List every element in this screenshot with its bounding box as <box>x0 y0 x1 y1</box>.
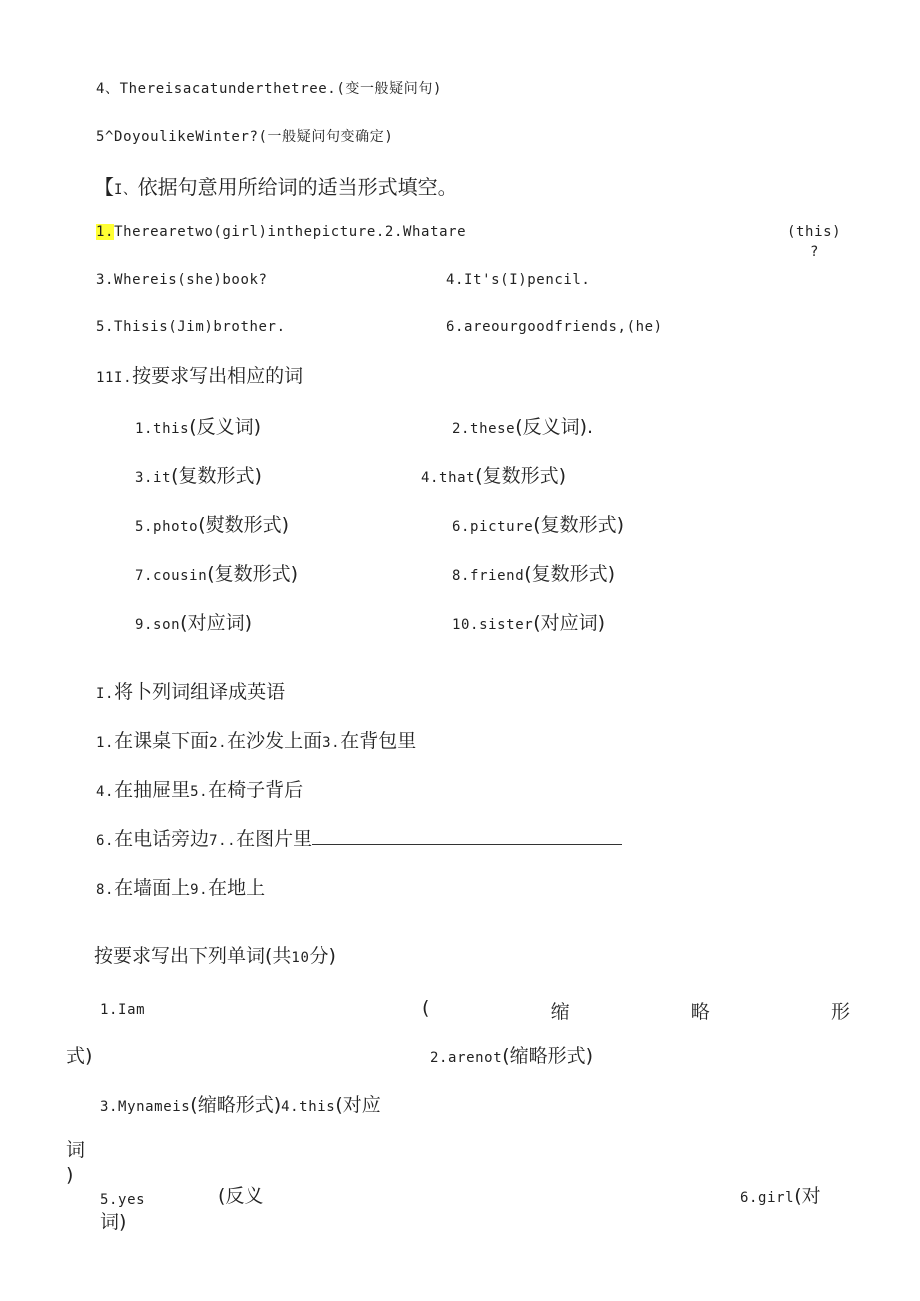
s2-item-4 <box>421 467 566 486</box>
s4-item6-en: 6.girl <box>740 1190 795 1206</box>
section4-title-a: 按要求写出下列单词(共 <box>94 945 292 967</box>
s3-num-8: 8. <box>96 882 115 898</box>
section1-bracket: 【 <box>94 175 114 199</box>
section1-title-text: 依据句意用所给词的适当形式填空。 <box>137 175 458 199</box>
s3-text-2: 在沙发上面 <box>227 730 323 752</box>
s3-line-4 <box>96 879 265 898</box>
s2-item-3-en: 3.it <box>135 470 172 486</box>
s2-item-3-zh: (复数形式) <box>171 465 262 487</box>
s4-item5-zh: (反义 <box>218 1185 264 1207</box>
s2-item-5 <box>135 516 289 535</box>
s2-item-10 <box>452 614 605 633</box>
s3-num-6: 6. <box>96 833 115 849</box>
s4-item1-en: 1.Iam <box>100 1002 146 1018</box>
section4-title-b: 分) <box>309 945 336 967</box>
s4-item3-zh: (缩略形式) <box>190 1094 282 1116</box>
s2-item-5-en: 5.photo <box>135 519 199 535</box>
s1-item6: 6.areourgoodfriends,(he) <box>446 319 663 335</box>
s4-item4-tail2: ) <box>66 1164 74 1186</box>
s3-num-1: 1. <box>96 735 115 751</box>
s4-item5-en: 5.yes <box>100 1192 146 1208</box>
s4-item1-spread-0: ( <box>422 997 430 1019</box>
s2-item-10-en: 10.sister <box>452 617 534 633</box>
s1-item1-text: Therearetwo(girl)inthepicture.2.Whatare <box>114 224 467 240</box>
section3-num: I. <box>96 686 115 702</box>
s3-text-5: 在椅子背后 <box>208 779 304 801</box>
s4-item5-tail: 词) <box>100 1211 127 1233</box>
s4-item1-spread-3: 形 <box>830 1001 850 1023</box>
s2-item-6 <box>452 516 624 535</box>
s3-line-3 <box>96 830 622 849</box>
s2-item-7-en: 7.cousin <box>135 568 208 584</box>
s4-item3-4 <box>100 1096 381 1115</box>
s4-item2-zh: (缩略形式) <box>502 1045 594 1067</box>
s4-item6 <box>740 1187 821 1206</box>
section2-num: 11I. <box>96 370 133 386</box>
s4-item1-tail: 式) <box>66 1045 93 1067</box>
section3-title-text: 将卜列词组译成英语 <box>114 681 286 703</box>
s2-item-9-zh: (对应词) <box>180 612 252 634</box>
s3-text-1: 在课桌下面 <box>114 730 210 752</box>
s1-item5: 5.Thisis(Jim)brother. <box>96 319 286 335</box>
section4-title <box>94 947 336 966</box>
s3-num-5: 5. <box>190 784 209 800</box>
s4-item4-tail1: 词 <box>66 1139 86 1161</box>
s4-item2-en: 2.arenot <box>430 1050 503 1066</box>
s4-item4-en: 4.this <box>281 1099 336 1115</box>
s2-item-7-zh: (复数形式) <box>207 563 299 585</box>
s3-text-7: 在图片里 <box>236 828 313 850</box>
s2-item-1-zh: (反义词) <box>189 416 262 438</box>
s3-num-3: 3. <box>322 735 341 751</box>
s2-item-8 <box>452 565 615 584</box>
section2-title <box>96 367 303 386</box>
s2-item-10-zh: (对应词) <box>533 612 606 634</box>
s1-item1-num: 1. <box>96 224 115 240</box>
s3-num-9: 9. <box>190 882 209 898</box>
s4-item4-zh: (对应 <box>335 1094 381 1116</box>
s1-item2-tail: (this) <box>787 224 842 240</box>
s3-text-4: 在抽屉里 <box>114 779 191 801</box>
s2-item-8-zh: (复数形式) <box>524 563 616 585</box>
s2-item-6-en: 6.picture <box>452 519 534 535</box>
s2-item-9-en: 9.son <box>135 617 181 633</box>
s4-item1-spread-2: 略 <box>690 1001 710 1023</box>
s1-item2-question-mark: ? <box>810 244 820 260</box>
question-5-text: 5^DoyoulikeWinter?(一般疑问句变确定) <box>96 129 394 145</box>
s3-text-3: 在背包里 <box>340 730 417 752</box>
s2-item-2-zh: (反义词). <box>515 416 594 438</box>
s1-item1 <box>96 225 466 239</box>
section1-title <box>94 177 458 197</box>
s3-line-2 <box>96 781 303 800</box>
s3-line-1 <box>96 732 416 751</box>
s2-item-9 <box>135 614 252 633</box>
s4-item3-en: 3.Mynameis <box>100 1099 191 1115</box>
section1-mark: I、 <box>114 182 138 198</box>
answer-blank-line[interactable] <box>312 830 622 845</box>
s2-item-4-zh: (复数形式) <box>475 465 567 487</box>
s1-item3: 3.Whereis(she)book? <box>96 272 268 288</box>
s2-item-1-en: 1.this <box>135 421 190 437</box>
s2-item-6-zh: (复数形式) <box>533 514 625 536</box>
question-4 <box>96 82 442 96</box>
s2-item-4-en: 4.that <box>421 470 476 486</box>
section4-title-num: 10 <box>291 950 310 966</box>
s4-item1-spread-1: 缩 <box>550 1001 570 1023</box>
section2-title-text: 按要求写出相应的词 <box>132 365 304 387</box>
s3-text-6: 在电话旁边 <box>114 828 210 850</box>
s2-item-5-zh: (熨数形式) <box>198 514 290 536</box>
s4-item6-zh: (对 <box>794 1185 821 1207</box>
question-5 <box>96 130 393 144</box>
s2-item-7 <box>135 565 298 584</box>
s2-item-1 <box>135 418 261 437</box>
question-4-text: 4、Thereisacatunderthetree.(变一般疑问句) <box>96 81 442 97</box>
s3-num-4: 4. <box>96 784 115 800</box>
s3-text-8: 在墙面上 <box>114 877 191 899</box>
s4-item2 <box>430 1047 593 1066</box>
s4-item1-spread <box>422 997 850 1024</box>
section3-title <box>96 683 285 702</box>
s3-text-9: 在地上 <box>208 877 266 899</box>
s3-num-7: 7.. <box>209 833 237 849</box>
s2-item-2 <box>452 418 593 437</box>
s2-item-8-en: 8.friend <box>452 568 525 584</box>
s1-item4: 4.It's(I)pencil. <box>446 272 591 288</box>
s2-item-3 <box>135 467 262 486</box>
s2-item-2-en: 2.these <box>452 421 516 437</box>
s3-num-2: 2. <box>209 735 228 751</box>
